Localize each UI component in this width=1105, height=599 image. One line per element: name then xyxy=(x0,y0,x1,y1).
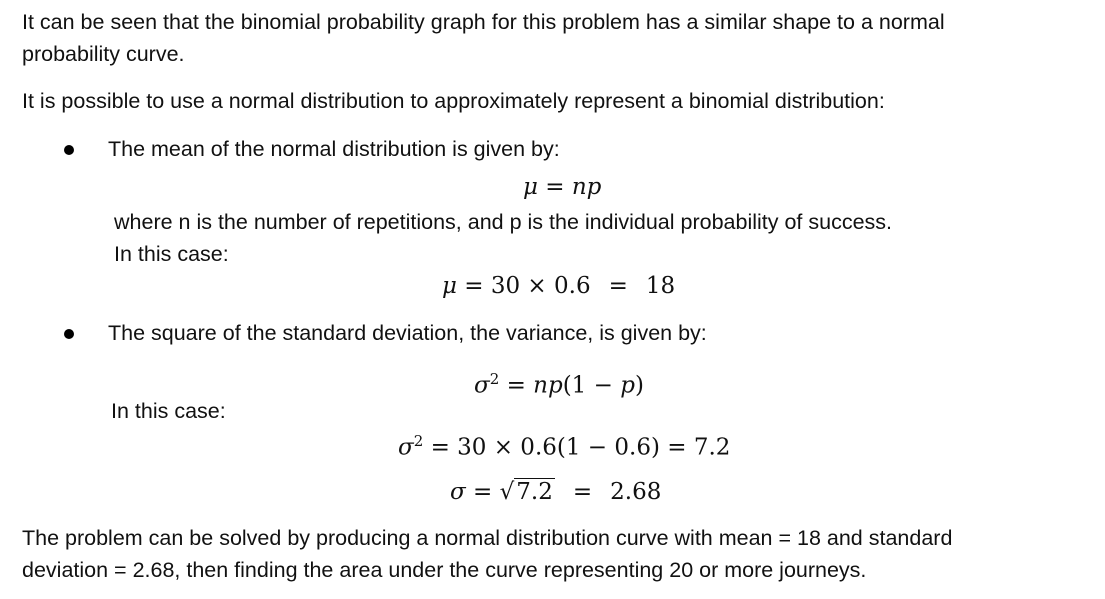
sd-computation-eq2: = xyxy=(572,479,593,505)
mean-computation-eq1: = xyxy=(464,273,484,299)
bullet-2-text: The square of the standard deviation, the variance, is given by: xyxy=(108,321,707,345)
intro-line-2: probability curve. xyxy=(22,42,185,66)
intro-line-1: It can be seen that the binomial probability graph for this problem has a similar shape to a normal xyxy=(22,10,945,34)
sd-computation-lhs: σ xyxy=(450,479,466,505)
bullet-dot-1 xyxy=(64,145,74,155)
bullet-2-case-text: In this case: xyxy=(111,399,226,423)
mean-formula-lhs: μ xyxy=(523,174,538,200)
variance-formula-close: ) xyxy=(634,372,644,399)
variance-formula-sup: 2 xyxy=(489,370,500,388)
sqrt-symbol: √7.2 xyxy=(499,479,553,505)
variance-formula-np: np xyxy=(533,372,563,399)
sd-radicand: 7.2 xyxy=(516,479,553,505)
sd-computation-eq1: = xyxy=(473,479,493,505)
mean-computation-lhs: μ xyxy=(442,273,457,299)
variance-formula-lhs: σ xyxy=(474,372,490,399)
mean-computation-result: 18 xyxy=(645,273,676,299)
variance-computation-expr: = 30 × 0.6(1 − 0.6) = 7.2 xyxy=(430,434,731,461)
mean-formula-eq: = xyxy=(545,174,565,200)
sd-computation xyxy=(450,476,661,508)
bullet-dot-2 xyxy=(64,329,74,339)
variance-formula-eq: = xyxy=(506,372,526,399)
approx-statement: It is possible to use a normal distribution to approximately represent a binomial distribution: xyxy=(22,89,885,113)
sd-computation-result: 2.68 xyxy=(610,479,662,505)
variance-formula-rest: (1 − xyxy=(562,372,621,399)
variance-computation-sup: 2 xyxy=(413,432,424,450)
where-text: where n is the number of repetitions, and p is the individual probability of success. xyxy=(114,210,893,234)
mean-formula xyxy=(523,171,601,203)
conclusion-line-2: deviation = 2.68, then finding the area under the curve representing 20 or more journeys. xyxy=(22,558,867,582)
mean-computation-eq2: = xyxy=(608,273,628,299)
variance-formula xyxy=(474,363,644,402)
conclusion-line-1: The problem can be solved by producing a normal distribution curve with mean = 18 and standard xyxy=(22,526,953,550)
bullet-1-case-text: In this case: xyxy=(114,242,229,266)
mean-formula-rhs: np xyxy=(571,174,602,200)
mean-computation xyxy=(442,270,675,302)
variance-formula-p: p xyxy=(620,372,635,399)
mean-computation-expr: 30 × 0.6 xyxy=(490,273,591,299)
variance-computation-lhs: σ xyxy=(398,434,414,461)
variance-computation xyxy=(398,425,730,464)
bullet-1-text: The mean of the normal distribution is given by: xyxy=(108,137,560,161)
